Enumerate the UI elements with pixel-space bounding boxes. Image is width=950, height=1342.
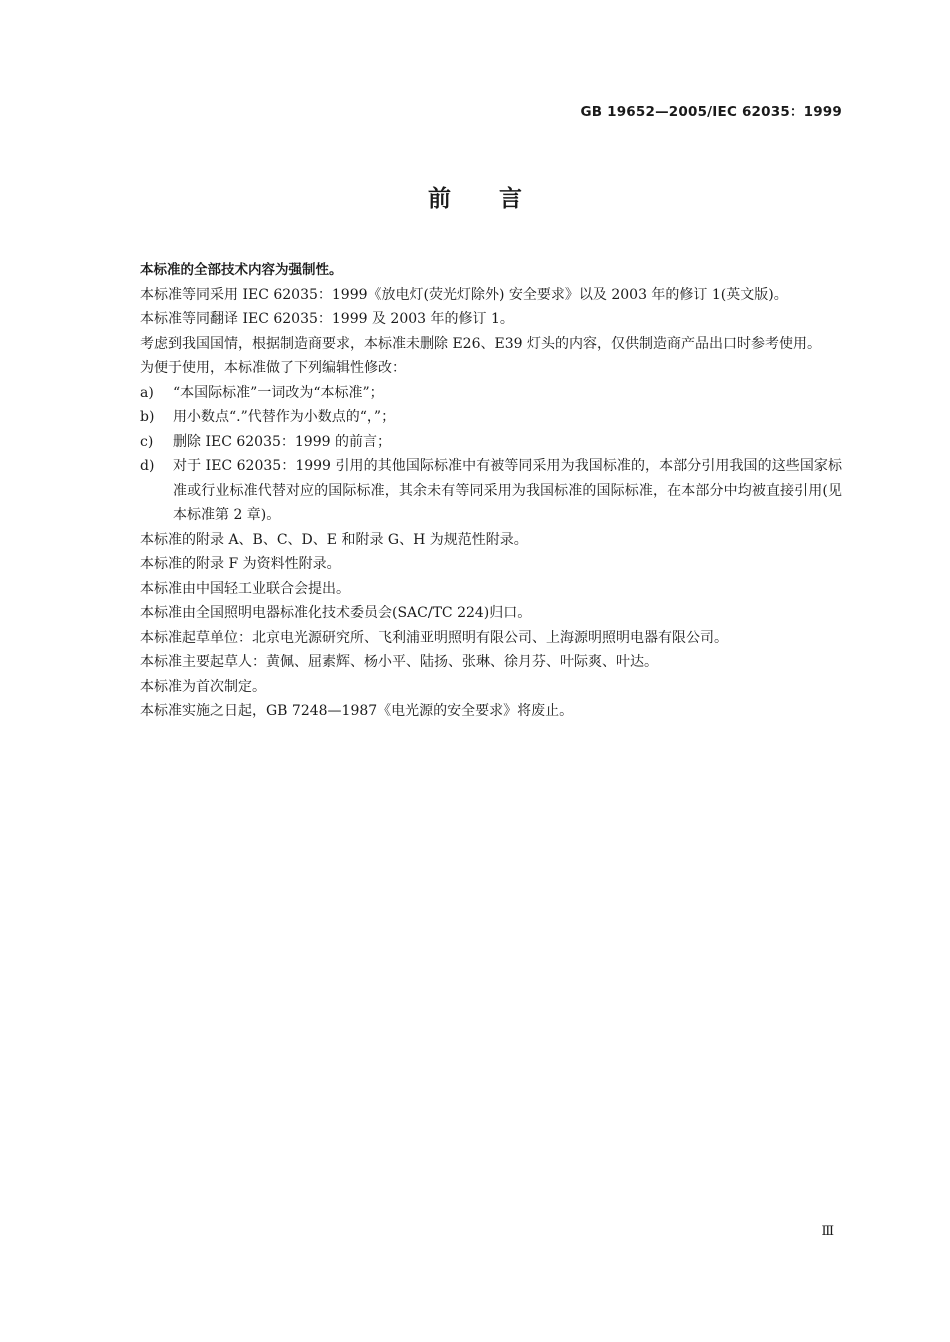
list-text: 删除 IEC 62035：1999 的前言； [173,433,391,450]
paragraph-edits-intro: 为便于使用，本标准做了下列编辑性修改： [140,360,406,376]
paragraph-under-jurisdiction: 本标准由全国照明电器标准化技术委员会(SAC/TC 224)归口。 [140,605,532,621]
list-marker: a) [140,384,154,401]
list-marker: d) [140,458,155,474]
list-item [108,454,842,528]
page-title: 前言 [428,186,570,212]
standard-number: GB 19652—2005/IEC 62035：1999 [580,104,842,120]
list-text: 对于 IEC 62035：1999 引用的其他国际标准中有被等同采用为我国标准的，本部分引用我国的这些国家标准或行业标准代替对应的国际标准，其余未有等同采用为我国标准的国际标准，在本部分中均被直接引用(见本标准第 2 章)。 [173,458,842,523]
list-marker: b) [140,409,155,425]
list-text: 用小数点“.”代替作为小数点的“，”； [173,409,396,425]
list-marker: c) [140,433,154,450]
paragraph-national-conditions: 考虑到我国国情，根据制造商要求，本标准未删除 E26、E39 灯头的内容，仅供制造商产品出口时参考使用。 [140,335,821,352]
page-number: Ⅲ [821,1224,834,1239]
paragraph-proposed-by: 本标准由中国轻工业联合会提出。 [140,580,350,597]
list-text: “本国际标准”一词改为“本标准”； [173,384,384,401]
mandatory-statement: 本标准的全部技术内容为强制性。 [140,262,343,278]
foreword-body [108,258,842,724]
paragraph-drafters: 本标准主要起草人：黄佩、屈素辉、杨小平、陆扬、张琳、徐月芬、叶际爽、叶达。 [140,654,658,670]
list-item [108,381,842,406]
paragraph-supersedes: 本标准实施之日起，GB 7248—1987《电光源的安全要求》将废止。 [140,703,574,719]
list-item [108,430,842,455]
paragraph-informative-annex: 本标准的附录 F 为资料性附录。 [140,556,341,572]
list-item [108,405,842,430]
paragraph-drafting-units: 本标准起草单位：北京电光源研究所、飞利浦亚明照明有限公司、上海源明照明电器有限公司。 [140,629,728,646]
paragraph-first-edition: 本标准为首次制定。 [140,678,266,695]
paragraph-adoption: 本标准等同采用 IEC 62035：1999《放电灯(荧光灯除外) 安全要求》以及 2003 年的修订 1(英文版)。 [140,286,788,303]
paragraph-translation: 本标准等同翻译 IEC 62035：1999 及 2003 年的修订 1。 [140,311,514,327]
paragraph-normative-annexes: 本标准的附录 A、B、C、D、E 和附录 G、H 为规范性附录。 [140,531,528,548]
